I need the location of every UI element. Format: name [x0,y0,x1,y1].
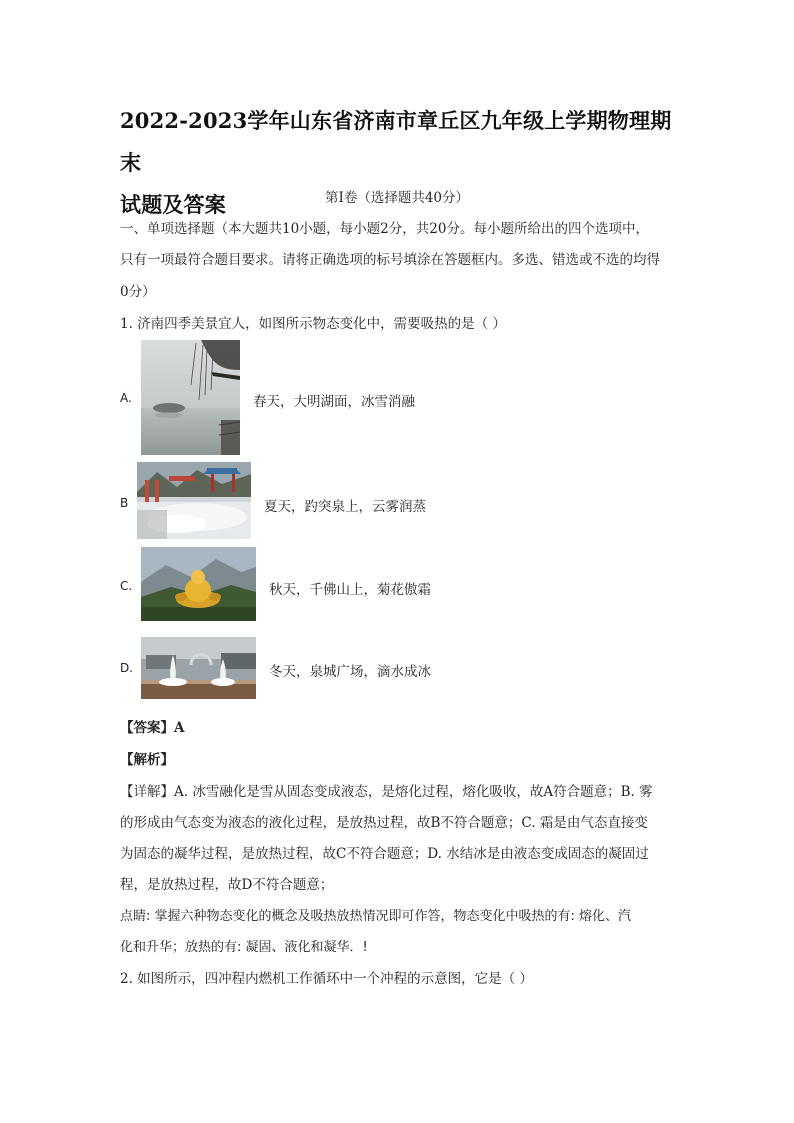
spring-pavilion-photo [137,462,251,539]
question-1-stem: 1. 济南四季美景宜人，如图所示物态变化中，需要吸热的是（ ） [120,316,506,332]
option-b-text: 夏天，趵突泉上，云雾润蒸 [264,499,426,515]
question-2-stem: 2. 如图所示，四冲程内燃机工作循环中一个冲程的示意图，它是（ ） [120,971,533,987]
document-title [120,100,690,226]
fountain-square-photo [141,637,256,699]
option-c-text: 秋天，千佛山上，菊花傲霜 [269,582,431,598]
instruction-line-1: 一、单项选择题（本大题共10小题，每小题2分，共20分。每小题所给出的四个选项中， [120,221,649,237]
option-d-letter: D. [120,661,134,675]
detail-line-1: 【详解】A. 冰雪融化是雪从固态变成液态，是熔化过程，熔化吸收，故A符合题意；B. 雾 [120,784,653,800]
tip-line-2: 化和升华；放热的有: 凝固、液化和凝华．! [120,940,368,955]
detail-line-4: 程，是放热过程，故D不符合题意； [120,877,334,893]
instruction-line-3: 0分） [120,284,156,300]
option-a-letter: A. [120,391,132,405]
title-line-2: 试题及答案 [120,192,226,217]
analysis-label: 【解析】 [120,752,174,768]
detail-line-3: 为固态的凝华过程，是放热过程，故C不符合题意；D. 水结冰是由液态变成固态的凝固过 [120,846,649,862]
option-c-letter: C. [120,579,133,593]
tip-line-1: 点睛: 掌握六种物态变化的概念及吸热放热情况即可作答，物态变化中吸热的有: 熔化、汽 [120,909,632,924]
title-line-1: 2022-2023学年山东省济南市章丘区九年级上学期物理期末 [120,108,672,175]
option-d-text: 冬天，泉城广场，滴水成冰 [269,664,431,680]
willow-lake-photo [141,340,240,455]
option-b-letter: B [120,496,129,510]
section-heading: 第Ⅰ卷（选择题共40分） [324,190,469,206]
instruction-line-2: 只有一项最符合题目要求。请将正确选项的标号填涂在答题框内。多选、错选或不选的均得 [120,252,660,268]
detail-line-2: 的形成由气态变为液态的液化过程，是放热过程，故B不符合题意；C. 霜是由气态直接变 [120,815,648,831]
option-a-text: 春天，大明湖面，冰雪消融 [253,394,415,410]
golden-buddha-photo [141,547,256,621]
answer-label: 【答案】A [120,720,185,736]
